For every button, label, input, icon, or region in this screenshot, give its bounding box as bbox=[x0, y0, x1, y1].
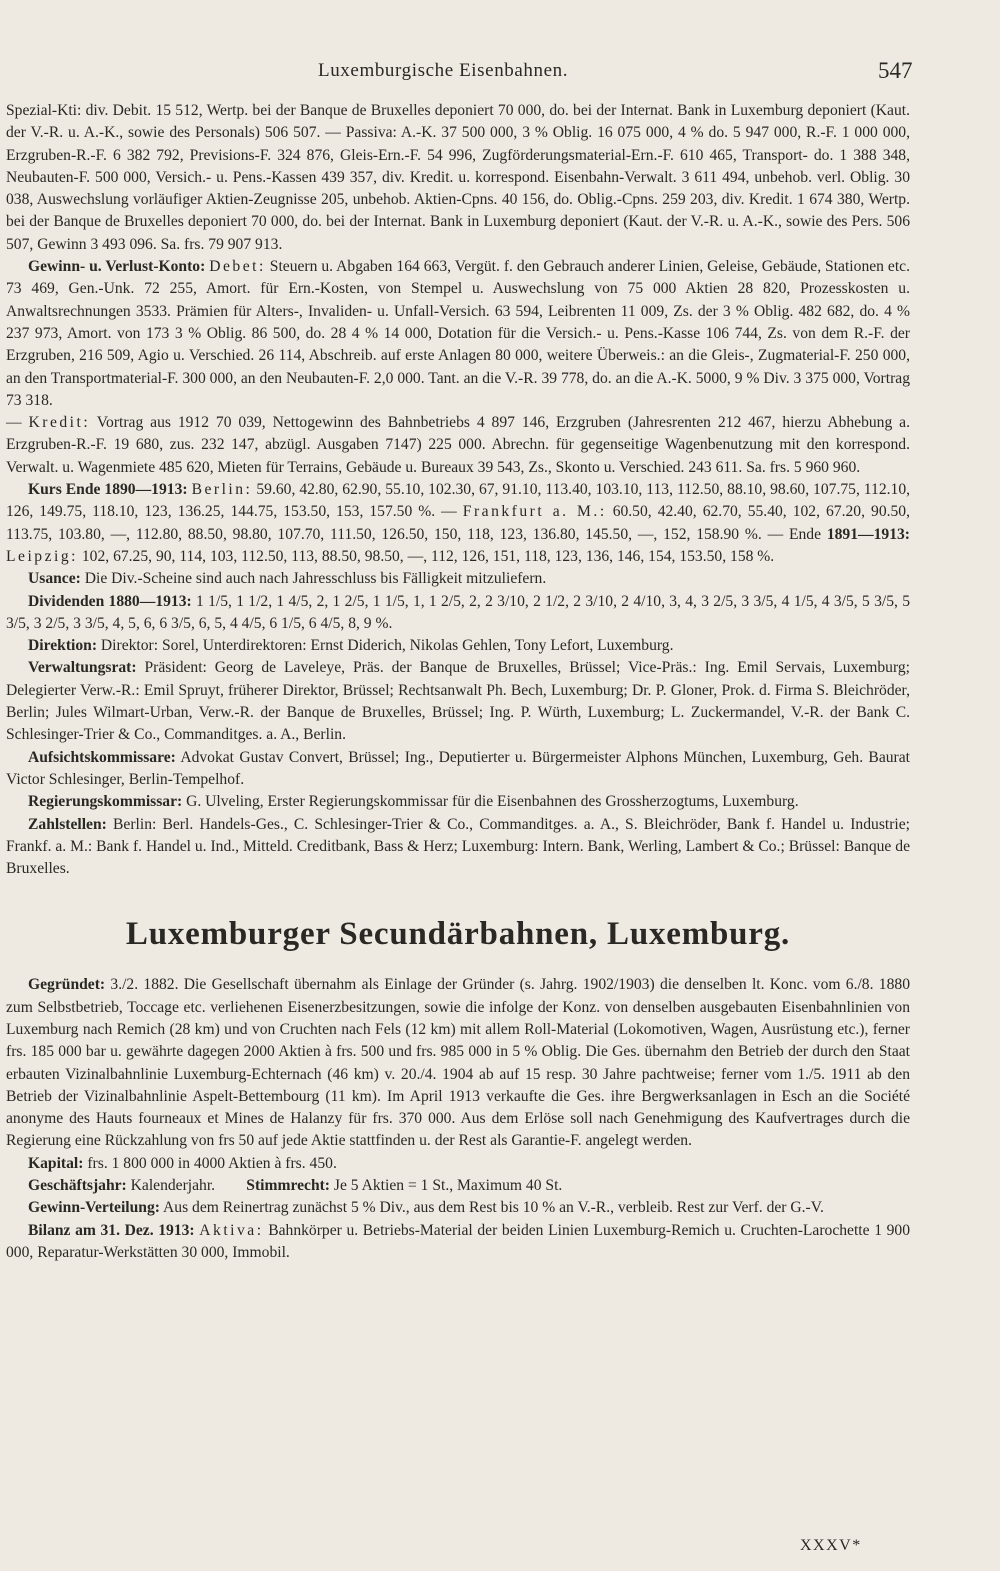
page-body bbox=[6, 100, 910, 1264]
dividenden-text: 1 1/5, 1 1/2, 1 4/5, 2, 1 2/5, 1 1/5, 1, 1 2/5, 2, 2 3/10, 2 1/2, 2 3/10, 2 4/10, 3, 4, 3 2/5, 3 3/5, 4 1/5, 4 3/5, 5 3/5, 5 3/5, 3 2/5, 3 3/5, 4, 5, 6, 6 3/5, 6, 5, 4 4/5, 6 1/5, 6 4/5, 8, 9 %. bbox=[6, 592, 910, 632]
aufsicht-paragraph bbox=[6, 747, 910, 792]
gegruendet-text: 3./2. 1882. Die Gesellschaft übernahm als Einlage der Gründer (s. Jahrg. 1902/1903) die denselben lt. Konc. vom 6./8. 1880 zum Selbstbetrieb, Toccage etc. verliehenen Eisenerzbesitzungen, sowie die infolge der Konz. von denselben ausgebauten Eisenbahnlinien von Luxemburg nach Remich (28 km) und von Cruchten nach Fels (12 km) mit allem Roll-Material (Lokomotiven, Wagen, Ausrüstung etc.), ferner frs. 185 000 bar u. gewährte dagegen 2000 Aktien à frs. 500 und frs. 985 000 in 5 % Oblig. Die Ges. übernahm den Betrieb der durch den Staat erbauten Vizinalbahnlinie Luxemburg-Echternach (46 km) v. 20./4. 1904 ab auf 15 resp. 30 Jahre pachtweise; ferner vom 1./5. 1911 ab den Betrieb der Vizinalbahnlinie Aspelt-Bettembourg (11 km). Im April 1913 verkaufte die Ges. ihre Bergwerksanlagen in Esch an die Société anonyme des Hauts fourneaux et Mines de Halanzy für frs. 370 000. Aus dem Erlöse soll nach Genehmigung des Kaufvertrages durch die Regierung eine Rückzahlung von frs 50 auf jede Aktie stattfinden u. der Rest als Garantie-F. angelegt werden. bbox=[6, 976, 910, 1150]
kurs-text-berlin: 59.60, 42.80, 62.90, 55.10, 102.30, 67, 91.10, 113.40, 103.10, 113, 112.50, 88.10, 98.60, 107.75, 112.10, 126, 149.75, 118.10, 123, 136.25, 144.75, 153.50, 153, 157.50 %. — bbox=[6, 481, 911, 521]
balance-continuation: Spezial-Kti: div. Debit. 15 512, Wertp. bei der Banque de Bruxelles deponiert 70 000, do. bei der Internat. Bank in Luxemburg deponiert (Kaut. der V.-R. u. A.-K., sowie des Personals) 506 507. — Passiva: A.-K. 37 500 000, 3 % Oblig. 16 075 000, 4 % do. 5 947 000, R.-F. 1 000 000, Erzgruben-R.-F. 6 382 792, Previsions-F. 324 876, Gleis-Ern.-F. 54 996, Zugförderungsmaterial-Ern.-F. 610 465, Transport- do. 1 388 348, Neubauten-F. 500 000, Versich.- u. Pens.-Kassen 439 357, div. Kredit. u. korrespond. Eisenbahn-Verwalt. 3 611 494, unbehob. verl. Oblig. 30 038, Auswechslung vorläufiger Aktien-Zeugnisse 205, unbehob. Aktien-Cpns. 40 156, do. Oblig.-Cpns. 259 203, div. Kredit. 1 674 380, Wertp. bei der Banque de Bruxelles deponiert 70 000, do. bei der Internat. Bank in Luxemburg deponiert (Kaut. der V.-R. u. A.-K., sowie des Pers. 506 507, Gewinn 3 493 096. Sa. frs. 79 907 913. bbox=[6, 102, 910, 253]
usance-label: Usance: bbox=[28, 570, 81, 588]
dividenden-label: Dividenden 1880—1913: bbox=[28, 592, 192, 610]
kurs-place-leipzig: Leipzig: bbox=[6, 547, 78, 565]
kurs-text-leipzig: 102, 67.25, 90, 114, 103, 112.50, 113, 88.50, 98.50, —, 112, 126, 151, 118, 123, 136, 146, 154, 153.50, 158 %. bbox=[81, 547, 775, 565]
debet-text: Steuern u. Abgaben 164 663, Vergüt. f. den Gebrauch anderer Linien, Geleise, Gebäude, Stationen etc. 73 469, Gen.-Unk. 72 255, Amort. für Ern.-Kosten, von Stempel u. Auswechslung von 75 000 Aktien 28 820, Prozesskosten u. Anwaltsrechnungen 3533. Prämien für Alters-, Invaliden- u. Unfall-Versich. 63 594, Leibrenten 11 009, Zs. der 3 % Oblig. 482 682, do. 4 % 237 973, Amort. von 173 3 % Oblig. 86 500, do. 28 4 % 14 000, Dotation für die Versich.- u. Pens.-Kasse 106 744, Zs. von dem R.-F. der Erzgruben, 216 509, Agio u. Verschied. 26 114, Abschreib. auf erste Anlagen 80 000, weitere Überweis.: an die Gleis-, Zugmaterial-F. 250 000, an den Transportmaterial-F. 300 000, an den Neubauten-F. 2,0 000. Tant. an die V.-R. 39 778, do. an die A.-K. 5000, 9 % Div. 3 375 000, Vortrag 73 318. bbox=[6, 258, 910, 409]
zahlstellen-text: Berlin: Berl. Handels-Ges., C. Schlesinger-Trier & Co., Commanditges. a. A., S. Bleichröder, Bank f. Handel u. Industrie; Frankf. a. M.: Bank f. Handel u. Ind., Mitteld. Creditbank, Bass & Herz; Luxemburg: Intern. Bank, Werling, Lambert & Co.; Brüssel: Banque de Bruxelles. bbox=[6, 815, 910, 878]
kurs-label: Kurs Ende 1890—1913: bbox=[28, 481, 188, 499]
kurs-label-2: 1891—1913: bbox=[826, 525, 910, 543]
zahlstellen-label: Zahlstellen: bbox=[28, 815, 107, 833]
kurs-text-frankfurt: 60.50, 42.40, 62.70, 55.40, 102, 67.20, 90.50, 113.75, 103.80, —, 112.80, 88.50, 98.80, 107.70, 111.50, 126.50, 150, 118, 123, 136.80, 145.50, —, 152, 158.90 %. — Ende bbox=[6, 503, 911, 543]
verwaltungsrat-label: Verwaltungsrat: bbox=[28, 659, 137, 677]
kapital-paragraph bbox=[6, 1153, 910, 1175]
section-title: Luxemburger Secundärbahnen, Luxemburg. bbox=[125, 916, 791, 953]
geschaeftsjahr-text: Kalenderjahr. bbox=[130, 1177, 216, 1195]
direktion-label: Direktion: bbox=[28, 637, 98, 655]
bilanz-text: Bahnkörper u. Betriebs-Material der beiden Linien Luxemburg-Remich u. Cruchten-Larochette 1 900 000, Reparatur-Werkstätten 30 000, Immobil. bbox=[6, 1221, 911, 1261]
verwaltungsrat-text: Präsident: Georg de Laveleye, Präs. der Banque de Bruxelles, Brüssel; Vice-Präs.: Ing. Emil Servais, Luxemburg; Delegierter Verw.-R.: Emil Spruyt, früherer Direktor, Brüssel; Rechtsanwalt Ph. Bech, Luxemburg; Dr. P. Gloner, Prok. d. Firma S. Bleichröder, Berlin; Jules Wilmart-Urban, Verw.-R. der Banque de Bruxelles, Brüssel; Ing. P. Würth, Luxemburg; L. Zuckermandel, V.-R. der Bank C. Schlesinger-Trier & Co., Commanditges. a. A., Berlin. bbox=[6, 659, 910, 744]
stimmrecht-text: Je 5 Aktien = 1 St., Maximum 40 St. bbox=[333, 1177, 563, 1195]
bilanz-label: Bilanz am 31. Dez. 1913: bbox=[28, 1221, 195, 1239]
usance-text: Die Div.-Scheine sind auch nach Jahresschluss bis Fälligkeit mitzuliefern. bbox=[84, 570, 547, 588]
gewinn-label: Gewinn- u. Verlust-Konto: bbox=[28, 258, 206, 276]
regierung-text: G. Ulveling, Erster Regierungskommissar für die Eisenbahnen des Grossherzogtums, Luxemburg. bbox=[186, 793, 799, 811]
kredit-text: Vortrag aus 1912 70 039, Nettogewinn des Bahnbetriebs 4 897 146, Erzgruben (Jahresrenten 212 467, hierzu Abhebung a. Erzgruben-R.-F. 19 680, zus. 232 147, abzügl. Ausgaben 7147) 225 000. Abrechn. für gegenseitige Wagenbenutzung mit den korrespond. Verwalt. u. Wagenmiete 485 620, Mieten für Terrains, Gebäude u. Bureaux 39 543, Zs., Skonto u. Verschied. 243 611. Sa. frs. 5 960 960. bbox=[6, 414, 910, 476]
running-title: Luxemburgische Eisenbahnen. bbox=[318, 60, 569, 81]
geschaeftsjahr-label: Geschäftsjahr: bbox=[28, 1177, 127, 1195]
aktiva-label: Aktiva: bbox=[199, 1221, 264, 1239]
stimmrecht-label: Stimmrecht: bbox=[246, 1177, 330, 1195]
gegruendet-label: Gegründet: bbox=[28, 976, 106, 994]
kapital-text: frs. 1 800 000 in 4000 Aktien à frs. 450. bbox=[87, 1154, 337, 1172]
debet-label: Debet: bbox=[209, 258, 266, 276]
page-number: 547 bbox=[878, 58, 913, 83]
gewinnverteilung-label: Gewinn-Verteilung: bbox=[28, 1199, 160, 1217]
aufsicht-text: Advokat Gustav Convert, Brüssel; Ing., Deputierter u. Bürgermeister Alphons München, Luxemburg, Geh. Baurat Victor Schlesinger, Berlin-Tempelhof. bbox=[6, 748, 910, 788]
aufsicht-label: Aufsichtskommissare: bbox=[28, 748, 176, 766]
kurs-paragraph bbox=[6, 479, 910, 568]
gewinnverteilung-paragraph bbox=[6, 1197, 910, 1219]
dash: — bbox=[6, 414, 29, 432]
page-header bbox=[0, 58, 1000, 88]
regierung-paragraph bbox=[6, 791, 910, 813]
kapital-label: Kapital: bbox=[28, 1154, 84, 1172]
gewinnverteilung-text: Aus dem Reinertrag zunächst 5 % Div., aus dem Rest bis 10 % an V.-R., verbleib. Rest zur Verf. der G.-V. bbox=[163, 1199, 824, 1217]
kurs-place-berlin: Berlin: bbox=[191, 481, 253, 499]
geschaeftsjahr-paragraph bbox=[6, 1175, 910, 1197]
bilanz-paragraph bbox=[6, 1220, 910, 1265]
regierung-label: Regierungskommissar: bbox=[28, 793, 183, 811]
signature-mark: XXXV* bbox=[800, 1537, 862, 1554]
verwaltungsrat-paragraph bbox=[6, 657, 910, 746]
direktion-paragraph bbox=[6, 635, 910, 657]
dividenden-paragraph bbox=[6, 591, 910, 636]
gegruendet-paragraph bbox=[6, 974, 910, 1152]
zahlstellen-paragraph bbox=[6, 814, 910, 881]
direktion-text: Direktor: Sorel, Unterdirektoren: Ernst Diderich, Nikolas Gehlen, Tony Lefort, Luxemburg. bbox=[100, 637, 674, 655]
kredit-label: Kredit: bbox=[28, 414, 91, 432]
kurs-place-frankfurt: Frankfurt a. M.: bbox=[462, 503, 607, 521]
usance-paragraph bbox=[6, 568, 910, 590]
gewinn-verlust-paragraph bbox=[6, 256, 910, 479]
